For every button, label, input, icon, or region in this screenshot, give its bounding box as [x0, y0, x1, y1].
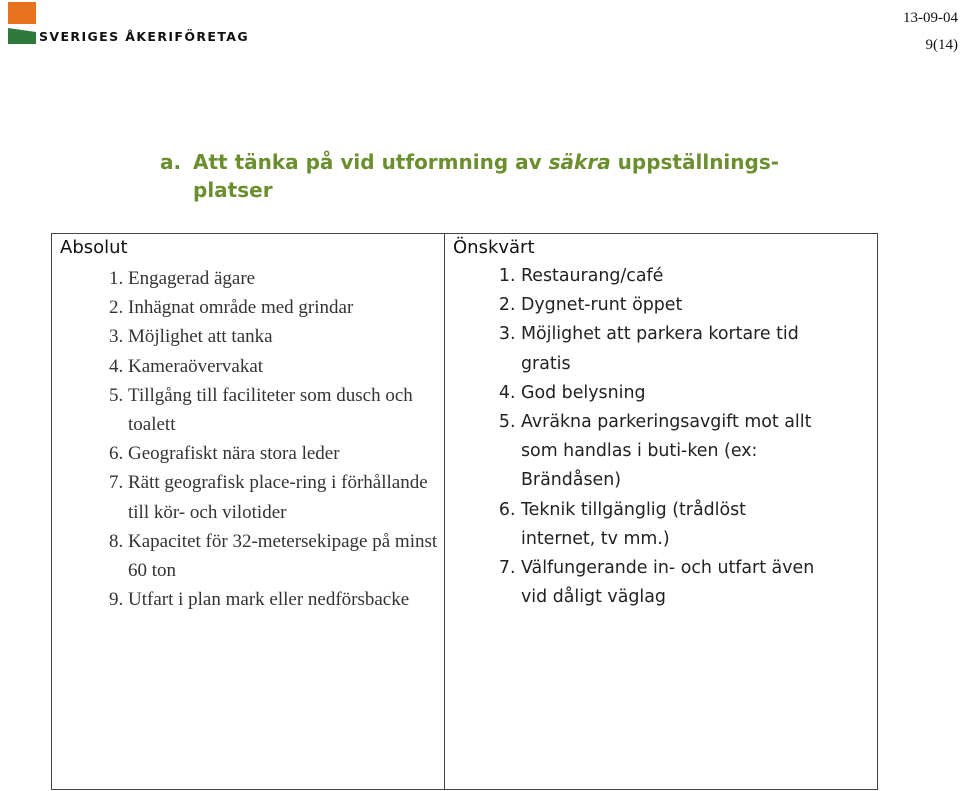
- document-date: 13-09-04: [903, 10, 958, 26]
- absolut-list: [52, 264, 444, 614]
- page-number: 9(14): [925, 37, 958, 53]
- logo-mark-icon: [8, 2, 36, 44]
- list-item: 5. Tillgång till faciliteter som dusch och toalett: [128, 381, 444, 439]
- list-item: 6. Geografiskt nära stora leder: [128, 439, 444, 468]
- list-item: 2. Inhägnat område med grindar: [128, 293, 444, 322]
- onskvart-header: Önskvärt: [453, 237, 535, 258]
- list-item: 6. Teknik tillgänglig (trådlöst internet, tv mm.): [521, 496, 821, 554]
- absolut-column: [52, 234, 445, 790]
- list-item: 9. Utfart i plan mark eller nedförsbacke: [128, 585, 444, 614]
- onskvart-list: [445, 262, 821, 612]
- list-item: 7. Rätt geografisk place-ring i förhållande till kör- och vilotider: [128, 468, 444, 526]
- section-heading-line1: [160, 148, 800, 176]
- list-item: 1. Engagerad ägare: [128, 264, 444, 293]
- list-item: 4. God belysning: [521, 379, 821, 408]
- onskvart-column: [445, 234, 878, 790]
- list-item: 2. Dygnet-runt öppet: [521, 291, 821, 320]
- list-item: 1. Restaurang/café: [521, 262, 821, 291]
- list-item: 3. Möjlighet att parkera kortare tid gratis: [521, 320, 821, 378]
- logo-text: SVERIGES ÅKERIFÖRETAG: [39, 29, 250, 44]
- requirements-table: [51, 233, 878, 790]
- list-item: 8. Kapacitet för 32-metersekipage på minst 60 ton: [128, 527, 444, 585]
- section-title-emphasis: säkra: [548, 150, 611, 174]
- list-item: 3. Möjlighet att tanka: [128, 322, 444, 351]
- list-item: 4. Kameraövervakat: [128, 352, 444, 381]
- list-item: 7. Välfungerande in- och utfart även vid dåligt väglag: [521, 554, 821, 612]
- section-title-line2: platser: [193, 178, 273, 202]
- section-title-part1: Att tänka på vid utformning av: [193, 150, 549, 174]
- section-letter: a.: [160, 150, 182, 174]
- absolut-header: Absolut: [60, 237, 128, 258]
- section-title-part2: uppställnings-: [610, 150, 780, 174]
- list-item: 5. Avräkna parkeringsavgift mot allt som handlas i buti-ken (ex: Brändåsen): [521, 408, 821, 496]
- section-heading: [160, 148, 800, 204]
